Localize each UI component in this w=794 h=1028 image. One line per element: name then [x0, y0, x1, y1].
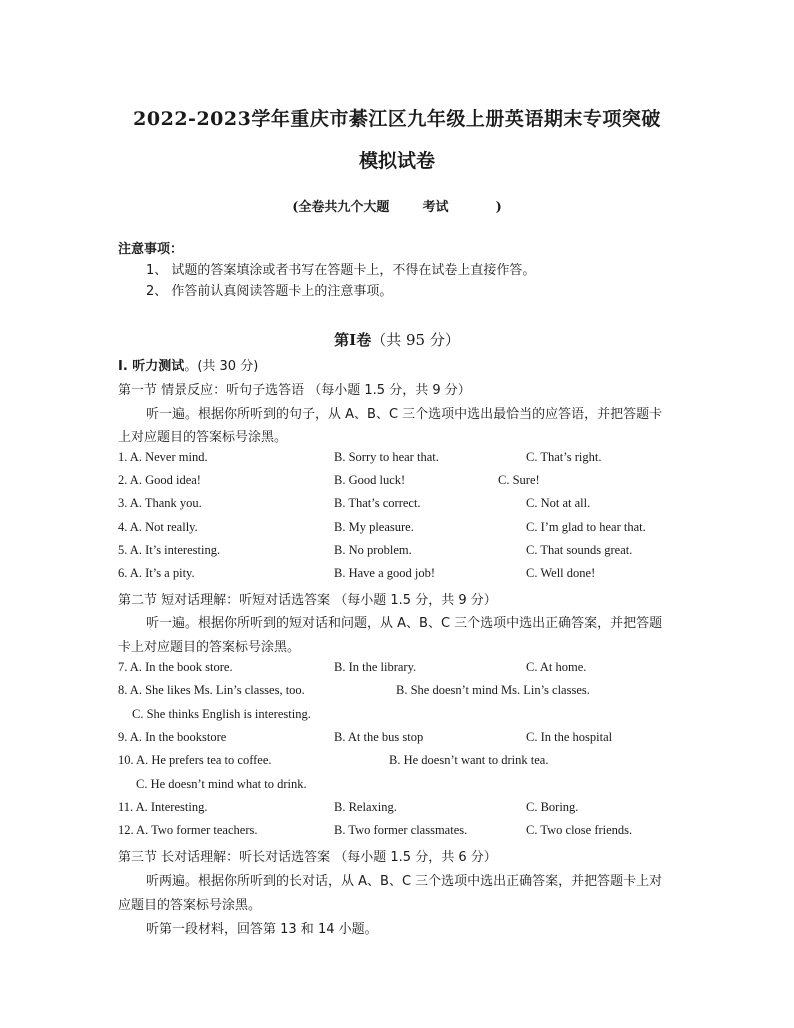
q12-option-c: C. Two close friends.	[526, 823, 633, 837]
q4-option-c: C. I’m glad to hear that.	[526, 520, 646, 534]
sec3-material: 听第一段材料，回答第 13 和 14 小题。	[146, 922, 378, 937]
q4-option-a: 4. A. Not really.	[118, 520, 198, 534]
q1-option-b: B. Sorry to hear that.	[334, 450, 439, 464]
q3-option-c: C. Not at all.	[526, 496, 591, 510]
q5-option-b: B. No problem.	[334, 543, 412, 557]
q4-option-b: B. My pleasure.	[334, 520, 414, 534]
sec2-instruction-2: 卡上对应题目的答案标号涂黑。	[118, 640, 301, 655]
subtitle-right: )	[495, 200, 502, 215]
notes-item-1: 1、 试题的答案填涂或者书写在答题卡上，不得在试卷上直接作答。	[146, 263, 536, 278]
q12-option-a: 12. A. Two former teachers.	[118, 823, 258, 837]
q11-option-a: 11. A. Interesting.	[118, 800, 208, 814]
q8-option-a: 8. A. She likes Ms. Lin’s classes, too.	[118, 683, 305, 697]
q10-option-b: B. He doesn’t want to drink tea.	[389, 753, 549, 767]
q5-option-a: 5. A. It’s interesting.	[118, 543, 221, 557]
q7-option-a: 7. A. In the book store.	[118, 660, 233, 674]
q11-option-c: C. Boring.	[526, 800, 579, 814]
section-title-rest: （共 95 分）	[371, 331, 460, 349]
q5-option-c: C. That sounds great.	[526, 543, 633, 557]
sec3-instruction-1: 听两遍。根据你所听到的长对话，从 A、B、C 三个选项中选出正确答案，并把答题卡上对	[146, 874, 663, 889]
q9-option-a: 9. A. In the bookstore	[118, 730, 227, 744]
sec1-heading: 第一节 情景反应：听句子选答语 （每小题 1.5 分，共 9 分）	[118, 383, 471, 398]
q6-option-a: 6. A. It’s a pity.	[118, 566, 195, 580]
sec2-instruction-1: 听一遍。根据你所听到的短对话和问题，从 A、B、C 三个选项中选出正确答案，并把答题	[146, 616, 663, 631]
q3-option-a: 3. A. Thank you.	[118, 496, 202, 510]
q7-option-c: C. At home.	[526, 660, 587, 674]
q6-option-b: B. Have a good job!	[334, 566, 436, 580]
subtitle-left: (全卷共九个大题	[292, 200, 390, 215]
q3-option-b: B. That’s correct.	[334, 496, 421, 510]
sec3-instruction-2: 应题目的答案标号涂黑。	[118, 898, 262, 913]
sec2-heading: 第二节 短对话理解：听短对话选答案 （每小题 1.5 分，共 9 分）	[118, 593, 497, 608]
q7-option-b: B. In the library.	[334, 660, 417, 674]
q1-option-c: C. That’s right.	[526, 450, 602, 464]
section-title	[0, 329, 794, 350]
subtitle-middle: 考试	[422, 200, 449, 215]
q1-option-a: 1. A. Never mind.	[118, 450, 208, 464]
sec3-heading: 第三节 长对话理解：听长对话选答案 （每小题 1.5 分，共 6 分）	[118, 850, 497, 865]
exam-title-line2: 模拟试卷	[358, 150, 435, 172]
notes-item-2: 2、 作答前认真阅读答题卡上的注意事项。	[146, 284, 393, 299]
q8-option-b: B. She doesn’t mind Ms. Lin’s classes.	[396, 683, 590, 697]
q2-option-b: B. Good luck!	[334, 473, 406, 487]
part1-label: I. 听力测试	[118, 359, 185, 374]
exam-title: 2022-2023学年重庆市綦江区九年级上册英语期末专项突破	[133, 108, 661, 130]
part1-heading	[118, 355, 258, 374]
notes-heading: 注意事项：	[118, 242, 184, 257]
q10-option-c: C. He doesn’t mind what to drink.	[136, 777, 307, 791]
sec1-instruction-2: 上对应题目的答案标号涂黑。	[118, 430, 288, 445]
q12-option-b: B. Two former classmates.	[334, 823, 468, 837]
q9-option-c: C. In the hospital	[526, 730, 613, 744]
q6-option-c: C. Well done!	[526, 566, 596, 580]
sec1-instruction-1: 听一遍。根据你所听到的句子，从 A、B、C 三个选项中选出最恰当的应答语，并把答题卡	[146, 407, 663, 422]
q11-option-b: B. Relaxing.	[334, 800, 397, 814]
q10-option-a: 10. A. He prefers tea to coffee.	[118, 753, 272, 767]
q8-option-c: C. She thinks English is interesting.	[132, 707, 311, 721]
section-title-bold: 第Ⅰ卷	[334, 331, 372, 349]
exam-subtitle	[0, 196, 794, 215]
q2-option-a: 2. A. Good idea!	[118, 473, 201, 487]
q9-option-b: B. At the bus stop	[334, 730, 424, 744]
part1-score: 。(共 30 分)	[184, 359, 259, 374]
q2-option-c: C. Sure!	[498, 473, 540, 487]
